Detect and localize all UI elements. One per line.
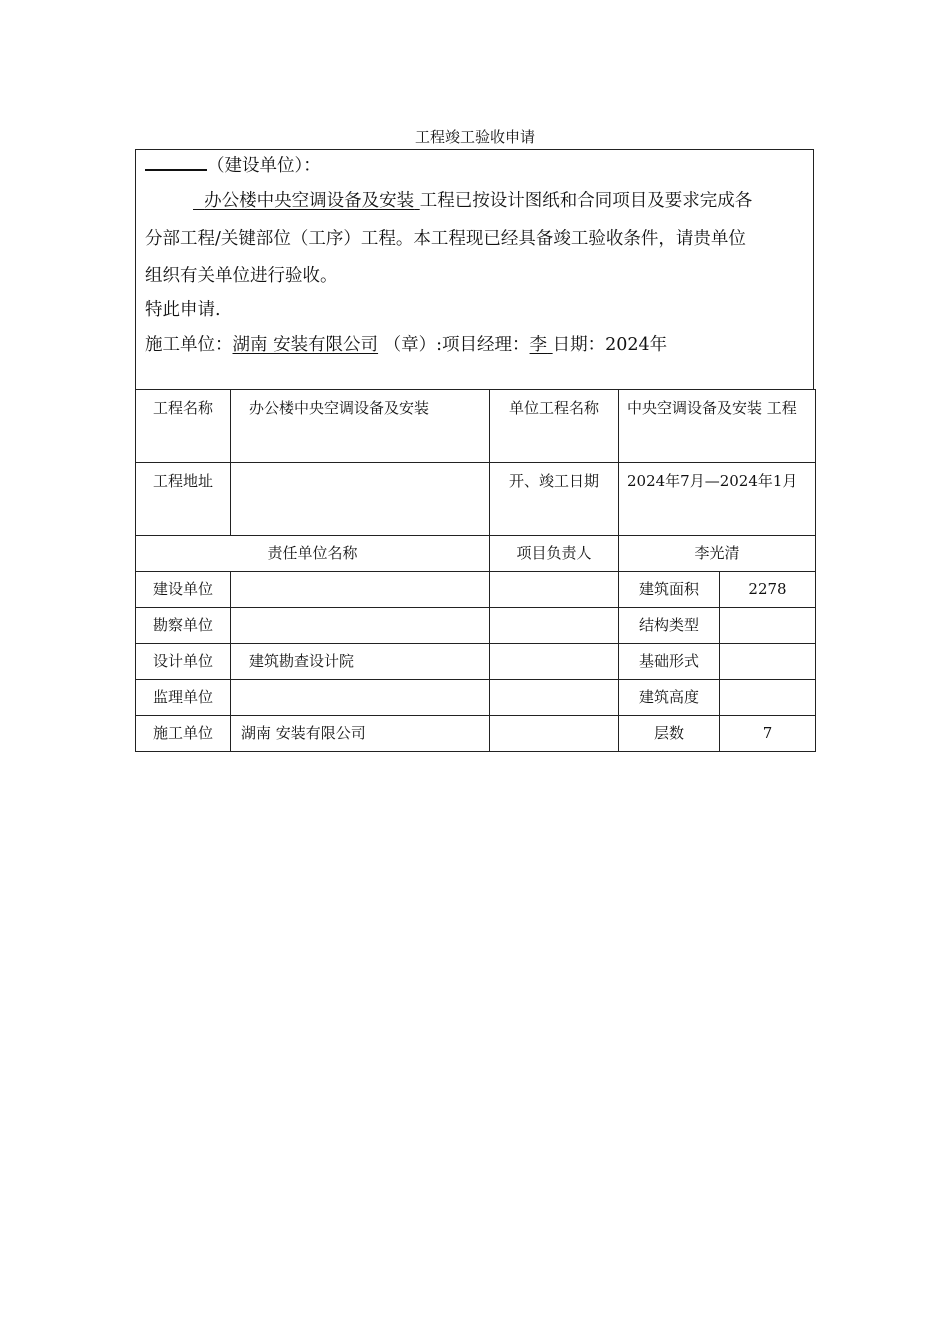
table-row	[136, 463, 816, 536]
attr-value: 7	[720, 716, 816, 752]
unit-label: 勘察单位	[136, 608, 231, 644]
attr-label: 层数	[619, 716, 720, 752]
unit-project-value: 中央空调设备及安装 工程	[619, 390, 816, 463]
table-row	[136, 680, 816, 716]
project-name-value: 办公楼中央空调设备及安装	[231, 390, 490, 463]
unit-label: 监理单位	[136, 680, 231, 716]
project-info-table	[135, 389, 816, 752]
table-row	[136, 572, 816, 608]
recipient-blank	[145, 155, 207, 171]
unit-lead	[490, 644, 619, 680]
attr-label: 建筑面积	[619, 572, 720, 608]
sign-seal: （章）:项目经理：	[383, 335, 530, 355]
table-row	[136, 536, 816, 572]
unit-label: 设计单位	[136, 644, 231, 680]
unit-label: 施工单位	[136, 716, 231, 752]
attr-value	[720, 680, 816, 716]
unit-project-label: 单位工程名称	[490, 390, 619, 463]
recipient-suffix: （建设单位）：	[207, 156, 321, 176]
unit-lead	[490, 716, 619, 752]
sign-date: 日期：2024年	[552, 335, 668, 355]
table-row	[136, 608, 816, 644]
attr-value: 2278	[720, 572, 816, 608]
unit-label: 建设单位	[136, 572, 231, 608]
attr-label: 基础形式	[619, 644, 720, 680]
sign-label: 施工单位：	[145, 335, 233, 355]
attr-value	[720, 644, 816, 680]
unit-lead	[490, 572, 619, 608]
body-project-name: 办公楼中央空调设备及安装	[204, 191, 415, 211]
body-line-1-rest: 工程已按设计图纸和合同项目及要求完成各	[419, 191, 753, 211]
sign-manager: 李	[529, 335, 548, 355]
body-line-3: 组织有关单位进行验收。	[145, 266, 338, 286]
attr-value	[720, 608, 816, 644]
closing-text: 特此申请.	[145, 300, 221, 320]
project-lead-header: 项目负责人	[490, 536, 619, 572]
signature-line	[145, 331, 667, 356]
dates-value: 2024年7月—2024年1月	[619, 463, 816, 536]
unit-lead	[490, 608, 619, 644]
address-value	[231, 463, 490, 536]
address-label: 工程地址	[136, 463, 231, 536]
body-line-2: 分部工程/关键部位（工序）工程。本工程现已经具备竣工验收条件，请贵单位	[145, 229, 746, 249]
attr-label: 建筑高度	[619, 680, 720, 716]
document-title: 工程竣工验收申请	[414, 128, 535, 146]
unit-name: 湖南 安装有限公司	[231, 716, 490, 752]
dates-label: 开、竣工日期	[490, 463, 619, 536]
recipient-line	[145, 152, 321, 177]
sign-company: 湖南 安装有限公司	[232, 335, 379, 355]
table-row	[136, 390, 816, 463]
application-letter	[135, 149, 814, 389]
unit-name	[231, 680, 490, 716]
table-row	[136, 716, 816, 752]
attr-label: 结构类型	[619, 608, 720, 644]
resp-unit-header: 责任单位名称	[136, 536, 490, 572]
unit-name	[231, 572, 490, 608]
project-lead-value: 李光清	[619, 536, 816, 572]
unit-name: 建筑勘查设计院	[231, 644, 490, 680]
project-name-label: 工程名称	[136, 390, 231, 463]
unit-lead	[490, 680, 619, 716]
unit-name	[231, 608, 490, 644]
table-row	[136, 644, 816, 680]
body-line-1	[193, 187, 752, 212]
